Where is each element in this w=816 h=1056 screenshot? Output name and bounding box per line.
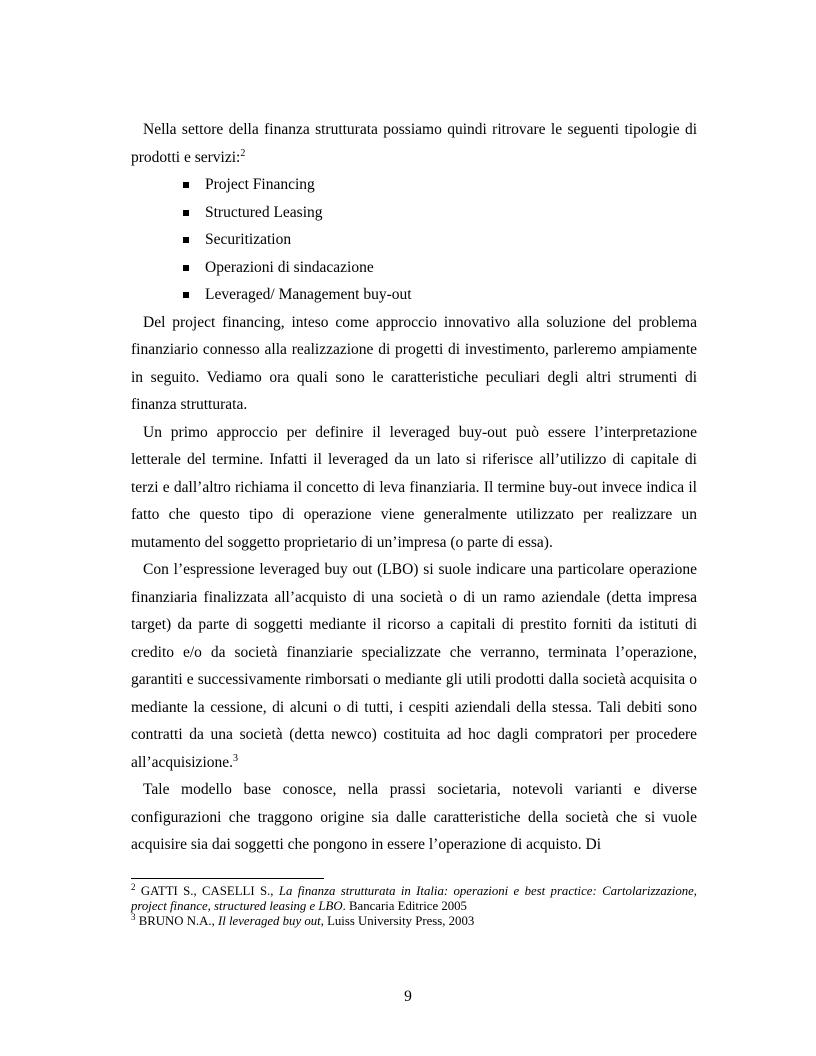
square-bullet-icon xyxy=(183,237,189,243)
page-number: 9 xyxy=(404,988,412,1005)
square-bullet-icon xyxy=(183,265,189,271)
list-item: Securitization xyxy=(183,226,697,254)
footnote-divider xyxy=(131,878,324,879)
list-item: Structured Leasing xyxy=(183,199,697,227)
footnote-ref-3[interactable]: 3 xyxy=(233,752,238,764)
list-item: Leveraged/ Management buy-out xyxy=(183,281,697,309)
footnote-3: $^3$ BRUNO N.A., Il leveraged buy out, Luiss University Press, 2003 xyxy=(131,912,475,928)
footnote-2: $^2$ GATTI S., CASELLI S., La finanza strutturata in Italia: operazioni e best practice: Cartolarizzazione, project finance, structured leasing e LBO. Bancaria Editrice 2005 xyxy=(131,882,698,913)
paragraph-leveraged-definition: Un primo approccio per definire il leveraged buy-out può essere l’interpretazione letterale del termine. Infatti il leveraged da un lato si riferisce all’utilizzo di capitale di terzi e dall’altro richiama il concetto di leva finanziaria. Il termine buy-out invece indica il fatto che questo tipo di operazione viene generalmente utilizzato per realizzare un mutamento del soggetto proprietario di un’impresa (o parte di essa). xyxy=(131,423,697,551)
paragraph-intro: Nella settore della finanza strutturata possiamo quindi ritrovare le seguenti tipologie di prodotti e servizi:$^2$ xyxy=(131,121,697,166)
list-item: Project Financing xyxy=(183,171,697,199)
square-bullet-icon xyxy=(183,182,189,188)
paragraph-model: Tale modello base conosce, nella prassi societaria, notevoli varianti e diverse configurazioni che traggono origine sia dalle caratteristiche della società che si vuole acquisire sia dai soggetti che pongono in essere l’operazione di acquisto. Di xyxy=(131,781,697,853)
paragraph-lbo: Con l’espressione leveraged buy out (LBO) si suole indicare una particolare operazione finanziaria finalizzata all’acquisto di una società o di un ramo aziendale (detta impresa target) da parte di soggetti mediante il ricorso a capitali di prestito forniti da istituti di credito e/o da società finanziarie specializzate che verranno, terminata l’operazione, garantiti e successivamente rimborsati o mediante gli utili prodotti dalla società acquisita o mediante la cessione, di alcuni o di tutti, i cespiti aziendali della stessa. Tali debiti sono contratti da una società (detta newco) costituita ad hoc dagli compratori per procedere all’acquisizione.$^3$ xyxy=(131,561,697,771)
product-list xyxy=(131,171,697,309)
paragraph-project-financing: Del project financing, inteso come approccio innovativo alla soluzione del problema finanziario connesso alla realizzazione di progetti di investimento, parleremo ampiamente in seguito. Vediamo ora quali sono le caratteristiche peculiari degli altri strumenti di finanza strutturata. xyxy=(131,313,697,413)
footnote-ref-2[interactable]: 2 xyxy=(240,147,246,159)
page-body xyxy=(131,116,697,859)
square-bullet-icon xyxy=(183,292,189,298)
square-bullet-icon xyxy=(183,210,189,216)
footnotes xyxy=(131,884,697,929)
list-item: Operazioni di sindacazione xyxy=(183,254,697,282)
